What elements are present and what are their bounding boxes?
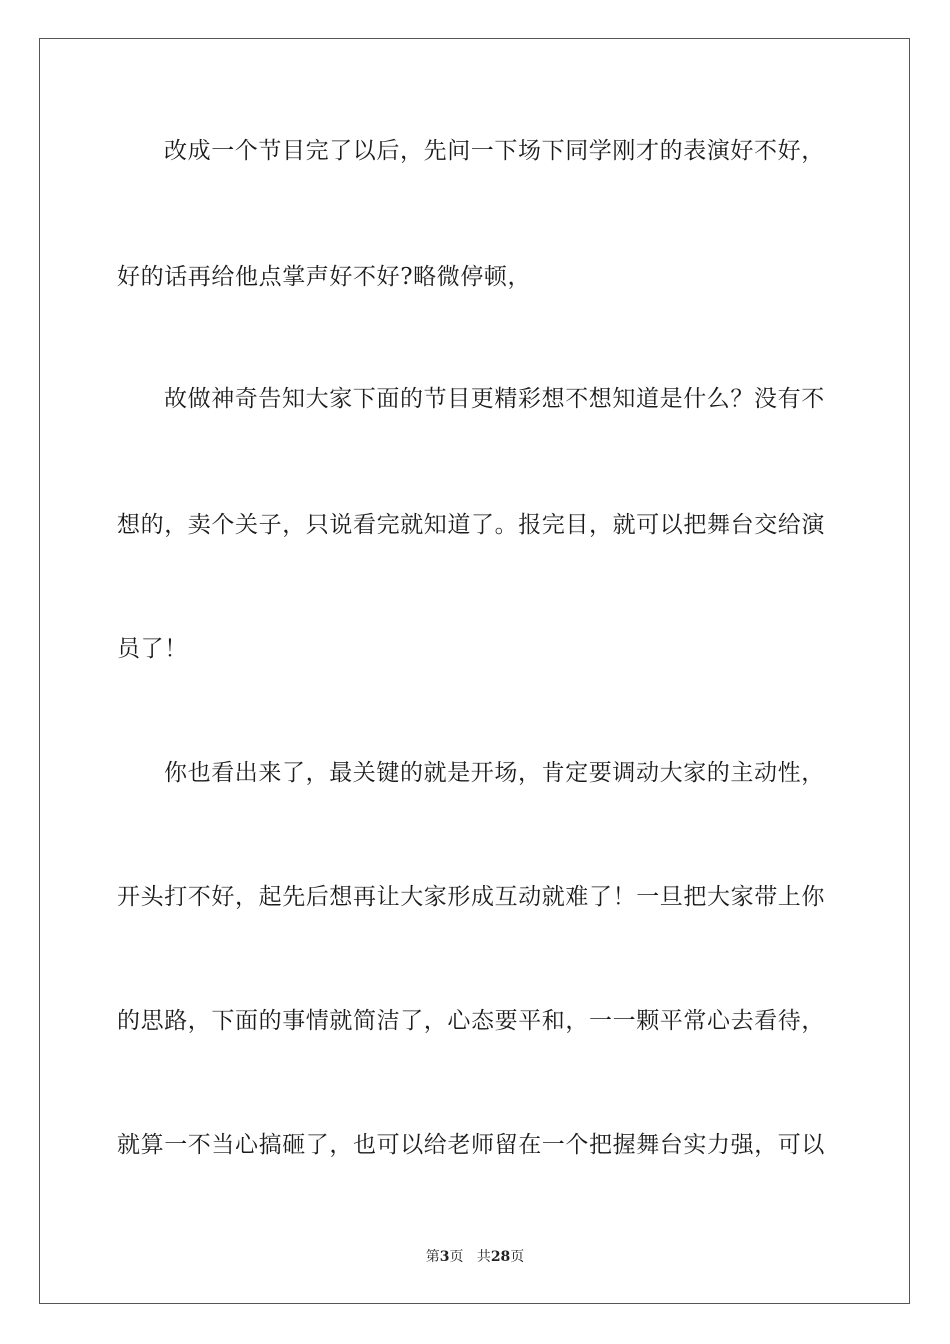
text-line-8: 的思路，下面的事情就简洁了，心态要平和，一一颗平常心去看待，: [117, 1008, 825, 1034]
text-line-5: 员了！: [117, 636, 188, 662]
page-suffix: 页: [449, 1249, 464, 1265]
total-prefix: 共: [476, 1249, 491, 1265]
text-line-6: 你也看出来了，最关键的就是开场，肯定要调动大家的主动性，: [164, 760, 825, 786]
page-number: 3: [439, 1249, 450, 1265]
text-line-2: 好的话再给他点掌声好不好?略微停顿，: [117, 264, 532, 290]
total-suffix: 页: [510, 1249, 525, 1265]
page-footer: [0, 1248, 950, 1266]
total-pages: 28: [490, 1249, 511, 1265]
text-line-1: 改成一个节目完了以后，先问一下场下同学刚才的表演好不好，: [164, 138, 825, 164]
page-prefix: 第: [425, 1249, 440, 1265]
page-border: [39, 38, 910, 1304]
text-line-7: 开头打不好，起先后想再让大家形成互动就难了！一旦把大家带上你: [117, 884, 825, 910]
text-line-9: 就算一不当心搞砸了，也可以给老师留在一个把握舞台实力强，可以: [117, 1132, 825, 1158]
text-line-3: 故做神奇告知大家下面的节目更精彩想不想知道是什么？没有不: [164, 386, 825, 412]
text-line-4: 想的，卖个关子，只说看完就知道了。报完目，就可以把舞台交给演: [117, 512, 825, 538]
